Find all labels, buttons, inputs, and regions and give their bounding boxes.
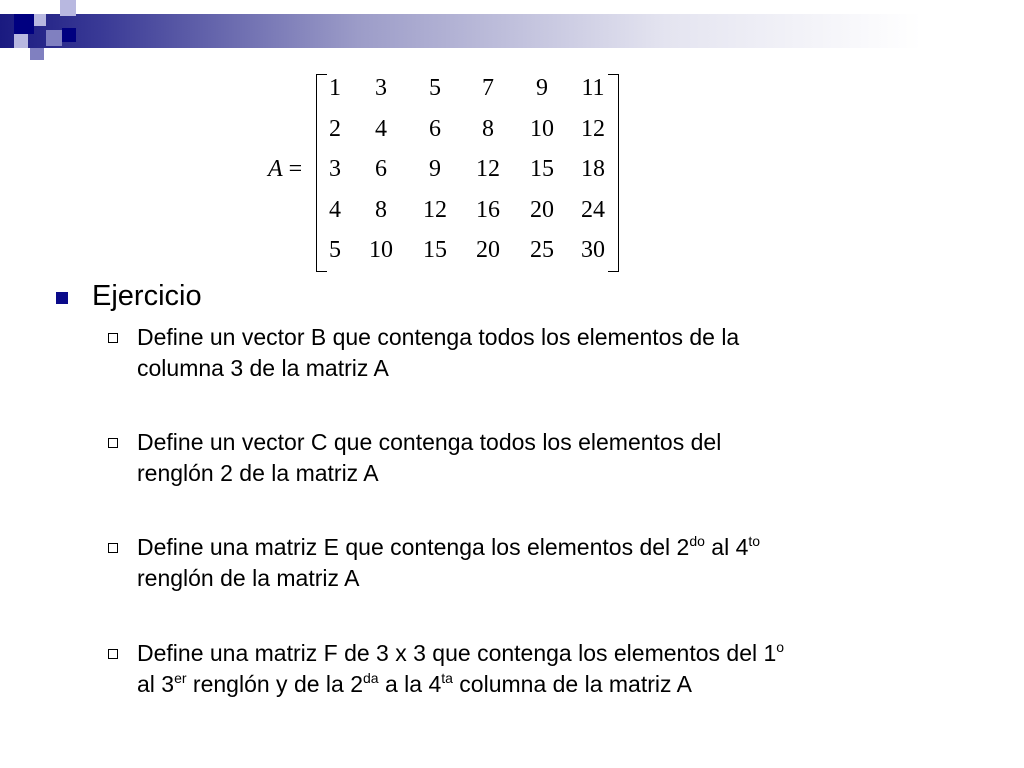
heading-bullet-square [56,292,68,304]
exercise-item-1 [137,322,957,384]
matrix-cell: 30 [581,237,605,264]
matrix-name: A [268,156,283,182]
matrix-cell: 15 [530,156,554,183]
exercise-item-2 [137,427,957,489]
matrix-cell: 12 [423,196,447,223]
matrix-label [268,156,302,183]
item-text: al 3 [137,671,175,697]
matrix-cell: 12 [581,115,605,142]
exercise-item-3 [137,532,957,594]
exercise-heading: Ejercicio [92,280,202,312]
item-bullet-hollow-square [108,333,118,343]
matrix-cell: 3 [375,75,387,102]
matrix-cell: 11 [581,75,605,102]
item-text: al 4 [704,534,749,560]
matrix-cell: 8 [482,115,494,142]
header-square-mid [30,48,44,60]
matrix-cell: 18 [581,156,605,183]
item-line [137,532,957,563]
item-line: renglón de la matriz A [137,565,360,591]
item-superscript: ta [441,670,453,686]
matrix-cell: 24 [581,196,605,223]
matrix-cell: 25 [530,237,554,264]
matrix-cell: 12 [476,156,500,183]
matrix-cell: 16 [476,196,500,223]
header-gradient-band [0,14,1024,48]
item-text: Define una matriz E que contenga los elementos del 2 [137,534,690,560]
matrix-cell: 1 [329,75,341,102]
item-superscript: er [174,670,187,686]
header-square-light [14,34,28,48]
matrix-cell: 5 [329,237,341,264]
item-line: columna 3 de la matriz A [137,355,389,381]
matrix-cell: 4 [375,115,387,142]
matrix-cell: 5 [429,75,441,102]
matrix-equals-sign: = [288,156,303,182]
matrix-cell: 10 [369,237,393,264]
header-square-light [34,14,46,26]
item-line: Define un vector B que contenga todos los elementos de la [137,324,740,350]
item-line: Define un vector C que contenga todos los elementos del [137,429,722,455]
item-text: renglón y de la 2 [186,671,363,697]
matrix-cell: 6 [429,115,441,142]
matrix-cell: 10 [530,115,554,142]
item-bullet-hollow-square [108,543,118,553]
header-square-navy [62,28,76,42]
matrix-cell: 20 [476,237,500,264]
item-bullet-hollow-square [108,649,118,659]
matrix-cell: 9 [536,75,548,102]
item-superscript: do [689,533,705,549]
header-square-white [46,0,60,14]
matrix-cell: 2 [329,115,341,142]
matrix-grid [318,68,618,271]
header-square-mid [46,30,62,46]
matrix-cell: 7 [482,75,494,102]
item-text: Define una matriz F de 3 x 3 que contenga los elementos del 1 [137,640,777,666]
matrix-cell: 8 [375,196,387,223]
item-bullet-hollow-square [108,438,118,448]
matrix-cell: 3 [329,156,341,183]
item-line [137,638,957,669]
item-superscript: o [776,639,785,655]
item-superscript: da [363,670,379,686]
matrix-cell: 20 [530,196,554,223]
item-line [137,669,957,700]
matrix-cell: 9 [429,156,441,183]
matrix-cell: 15 [423,237,447,264]
matrix-cell: 4 [329,196,341,223]
item-line: renglón 2 de la matriz A [137,460,379,486]
header-square-navy [14,14,34,34]
item-text: a la 4 [378,671,442,697]
item-superscript: to [748,533,761,549]
header-square-light [60,0,76,16]
item-text: columna de la matriz A [452,671,692,697]
matrix-cell: 6 [375,156,387,183]
exercise-item-4 [137,638,957,700]
